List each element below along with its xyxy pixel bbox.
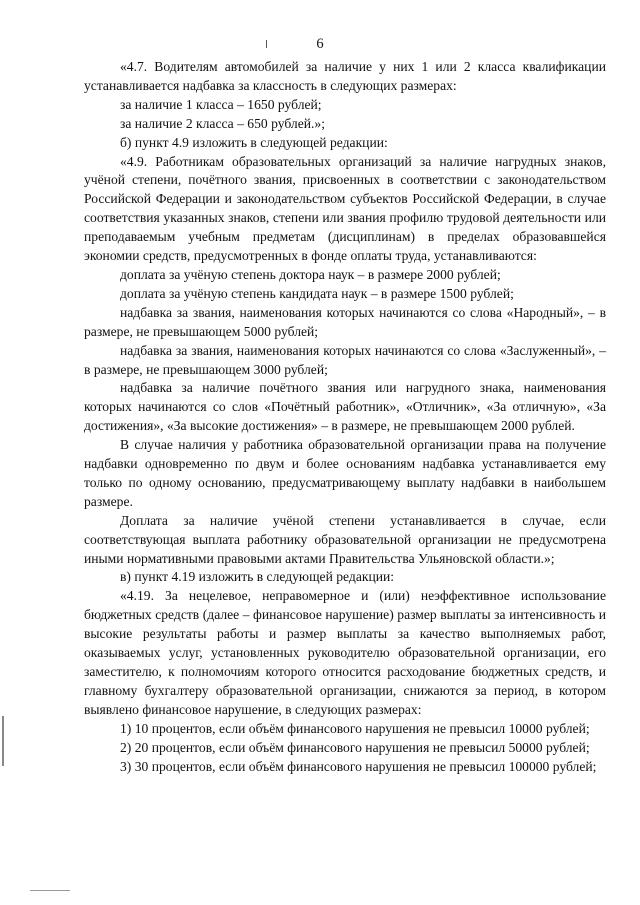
paragraph-30-percent: 3) 30 процентов, если объём финансового нарушения не превысил 100000 рублей; [120,758,597,774]
paragraph-4-9: «4.9. Работникам образовательных организаций за наличие нагрудных знаков, учёной степени, почётного звания, присвоенных в соответствии с законодательством Российской Федерации и законодательством субъектов Российской Федерации, в случае соответствия указанных знаков, степени или звания профилю трудовой деятельности или преподаваемым учебным предметам (дисциплинам) в пределах образовавшейся экономии средств, предусмотренных в фонде оплаты труда, устанавливаются: [84,153,606,264]
paragraph-class-1: за наличие 1 класса – 1650 рублей; [120,96,322,112]
paragraph-honorary-title: надбавка за наличие почётного звания или нагрудного знака, наименования которых начинаются со слов «Почётный работник», «Отличник», «За отличную», «За достижения», «За высокие достижения» – в размере, не превышающем 2000 рублей. [84,380,606,434]
paragraph-20-percent: 2) 20 процентов, если объём финансового нарушения не превысил 50000 рублей; [120,739,590,755]
paragraph-class-2: за наличие 2 класса – 650 рублей.»; [120,115,325,131]
paragraph-4-19: «4.19. За нецелевое, неправомерное и (или) неэффективное использование бюджетных средств (далее – финансовое нарушение) размер выплаты за интенсивность и высокие результаты работы и размер выплаты за качество выполняемых работ, оказываемых услуг, установленных руководителю образовательной организации, его заместителю, к полномочиям которого относится расходование бюджетных средств, и главному бухгалтеру образовательной организации, снижаются за период, в котором выявлено финансовое нарушение, в следующих размерах: [84,588,606,717]
paragraph-10-percent: 1) 10 процентов, если объём финансового нарушения не превысил 10000 рублей; [120,720,590,736]
paragraph-item-v: в) пункт 4.19 изложить в следующей редакции: [120,569,395,585]
paragraph-candidate-degree: доплата за учёную степень кандидата наук – в размере 1500 рублей; [120,285,514,301]
paragraph-4-7: «4.7. Водителям автомобилей за наличие у них 1 или 2 класса квалификации устанавливается надбавка за классность в следующих размерах: [84,59,606,93]
paragraph-zasluzhenny: надбавка за звания, наименования которых начинаются со слова «Заслуженный», – в размере, не превышающем 3000 рублей; [84,342,606,377]
paragraph-narodny: надбавка за звания, наименования которых начинаются со слова «Народный», – в размере, не превышающем 5000 рублей; [84,304,606,339]
paragraph-multiple-grounds: В случае наличия у работника образовательной организации права на получение надбавки одновременно по двум и более основаниям надбавка устанавливается ему только по одному основанию, предусматривающему выплату надбавки в наибольшем размере. [84,437,606,509]
document-body [84,58,606,776]
scan-artifact-bottom [30,890,70,891]
page-number: 6 [316,36,324,52]
scan-artifact-top [266,40,267,48]
paragraph-degree-payment: Доплата за наличие учёной степени устанавливается в случае, если соответствующая выплата работнику образовательной организации не предусмотрена иными нормативными правовыми актами Правительства Ульяновской области.»; [84,512,606,566]
scan-artifact-left [2,716,4,766]
paragraph-item-b: б) пункт 4.9 изложить в следующей редакции: [120,134,388,150]
paragraph-doctor-degree: доплата за учёную степень доктора наук – в размере 2000 рублей; [120,266,501,282]
